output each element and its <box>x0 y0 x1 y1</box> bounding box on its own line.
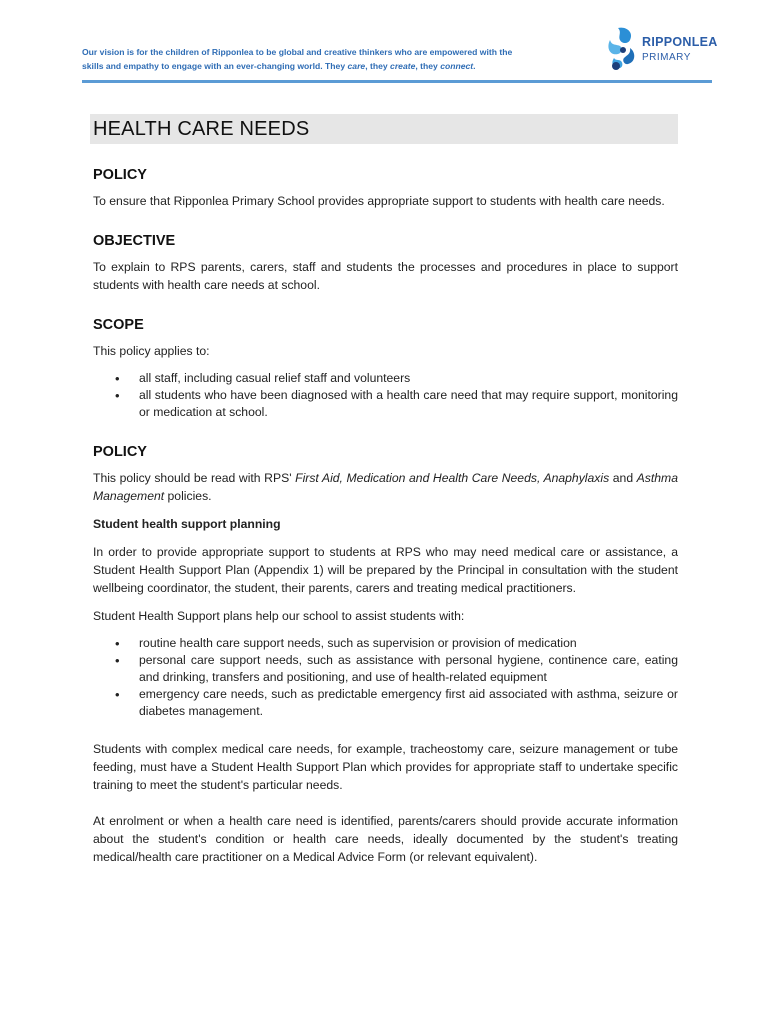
plans-list <box>93 635 678 720</box>
text-run: and <box>609 471 637 485</box>
list-item: • emergency care needs, such as predictable emergency first aid associated with asthma, seizure or diabetes management. <box>93 686 678 720</box>
document-title: HEALTH CARE NEEDS <box>90 114 678 144</box>
related-policies: First Aid, Medication and Health Care Needs, Anaphylaxis <box>295 471 610 485</box>
vision-sep: , they <box>365 61 391 71</box>
enrolment-text: At enrolment or when a health care need is identified, parents/carers should provide accurate information about the student's condition or health care needs, ideally documented by the student's treating medical/health care practitioner on a Medical Advice Form (or relevant equivalent). <box>93 814 678 864</box>
scope-intro: This policy applies to: <box>93 344 210 358</box>
pinwheel-logo-icon <box>604 24 640 76</box>
policy-details-text <box>93 469 678 505</box>
vision-line-2: skills and empathy to engage with an ever-changing world. They <box>82 61 348 71</box>
vision-statement <box>82 45 552 73</box>
planning-text: In order to provide appropriate support to students at RPS who may need medical care or assistance, a Student Health Support Plan (Appendix 1) will be prepared by the Principal in consultation with the student wellbeing coordinator, the student, their parents, carers and treating medical practitioners. <box>93 545 678 595</box>
page-header <box>0 0 770 84</box>
vision-end: . <box>473 61 476 71</box>
vision-sep: , they <box>415 61 441 71</box>
plans-intro: Student Health Support plans help our school to assist students with: <box>93 609 465 623</box>
school-logo <box>604 24 718 76</box>
vision-care: care <box>347 61 366 71</box>
text-run: policies. <box>164 489 212 503</box>
planning-subheading: Student health support planning <box>93 517 281 531</box>
vision-create: create <box>390 61 416 71</box>
list-item: • routine health care support needs, such as supervision or provision of medication <box>93 635 678 652</box>
related-policy-asthma: Asthma Management <box>93 471 678 503</box>
vision-line-1: Our vision is for the children of Ripponlea to be global and creative thinkers who are empowered with the <box>82 47 513 57</box>
document-body <box>93 114 678 876</box>
header-divider <box>82 80 712 83</box>
objective-text: To explain to RPS parents, carers, staff and students the processes and procedures in place to support students with health care needs at school. <box>93 260 678 292</box>
text-run: This policy should be read with RPS' <box>93 471 296 485</box>
objective-heading: OBJECTIVE <box>93 233 176 249</box>
scope-list <box>93 370 678 421</box>
policy-details-heading: POLICY <box>93 444 147 460</box>
policy-text: To ensure that Ripponlea Primary School provides appropriate support to students with health care needs. <box>93 194 665 208</box>
list-item: • personal care support needs, such as assistance with personal hygiene, continence care, eating and drinking, transfers and positioning, and use of health-related equipment <box>93 652 678 686</box>
logo-name: RIPPONLEA <box>642 35 718 49</box>
scope-heading: SCOPE <box>93 317 144 333</box>
vision-connect: connect <box>440 61 474 71</box>
complex-needs-text: Students with complex medical care needs, for example, tracheostomy care, seizure management or tube feeding, must have a Student Health Support Plan which provides for appropriate staff to undertake specific training to meet the student's particular needs. <box>93 742 678 792</box>
policy-heading: POLICY <box>93 167 147 183</box>
logo-subtitle: PRIMARY <box>642 52 691 63</box>
list-item: • all students who have been diagnosed with a health care need that may require support, monitoring or medication at school. <box>93 387 678 421</box>
list-item: • all staff, including casual relief staff and volunteers <box>93 370 678 387</box>
